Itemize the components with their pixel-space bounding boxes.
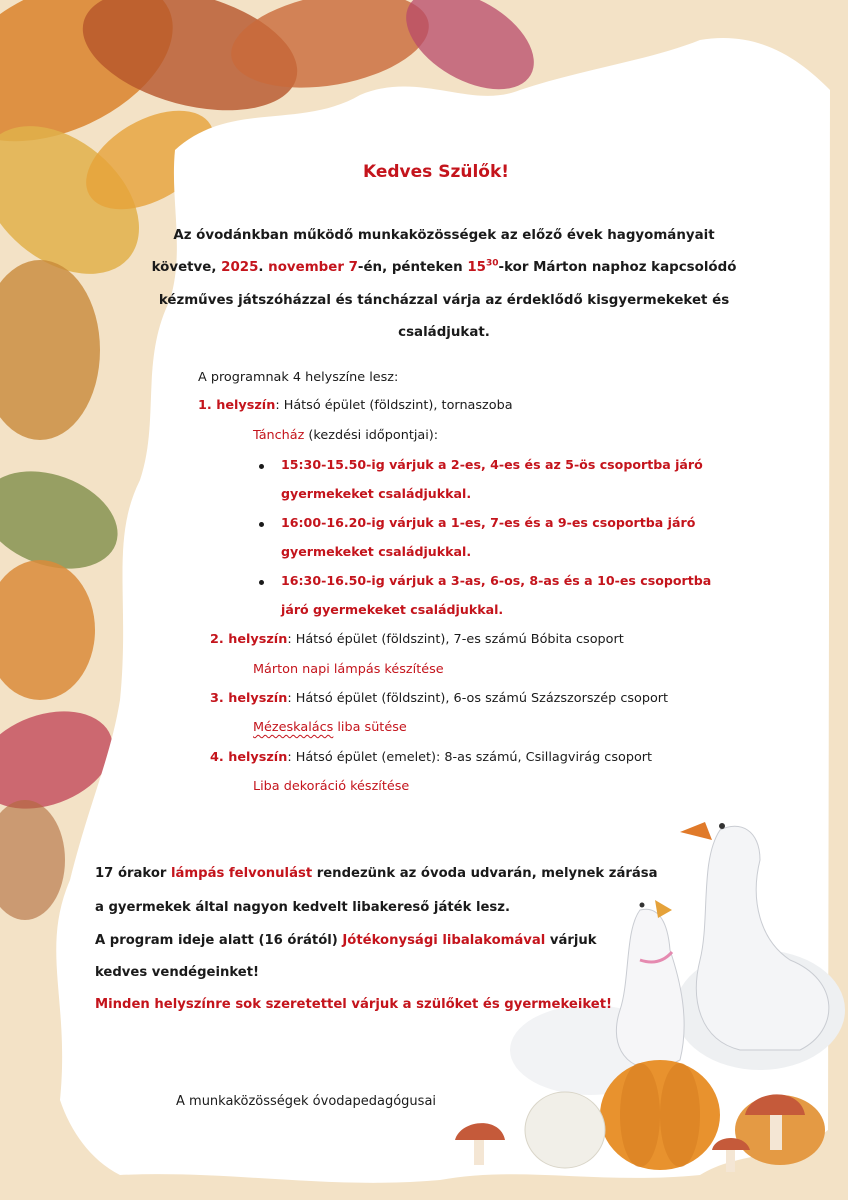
- intro-line-3: kézműves játszóházzal és táncházzal várja az érdeklődő kisgyermekeket és: [158, 293, 730, 308]
- schedule-2-line-1: 16:00-16.20-ig várjuk a 1-es, 7-es és a 9-es csoportba járó: [281, 515, 696, 530]
- schedule-1-line-2: gyermekeket családjukkal.: [281, 486, 472, 501]
- location-2-activity: Márton napi lámpás készítése: [253, 662, 444, 677]
- bullet-icon: [259, 580, 264, 585]
- location-3: 3. helyszín: Hátsó épület (földszint), 6-os számú Százszorszép csoport: [210, 691, 669, 706]
- event-year: 2025: [221, 260, 259, 275]
- location-3-activity: Mézeskalács liba sütése: [253, 720, 407, 735]
- location-1-activity: Táncház (kezdési időpontjai):: [253, 428, 439, 443]
- closing-line-3: A program ideje alatt (16 órától) Jótékonysági libalakomával várjuk: [95, 933, 597, 948]
- schedule-2-line-2: gyermekeket családjukkal.: [281, 544, 472, 559]
- intro-line-1: Az óvodánkban működő munkaközösségek az előző évek hagyományait: [173, 228, 715, 243]
- closing-line-5: Minden helyszínre sok szeretettel várjuk a szülőket és gyermekeiket!: [95, 997, 613, 1012]
- closing-line-1: 17 órakor lámpás felvonulást rendezünk az óvoda udvarán, melynek zárása: [95, 866, 658, 881]
- intro-line-2: követve, 2025. november 7-én, pénteken $15^{30}$-kor Márton naphoz kapcsolódó: [151, 258, 737, 275]
- bullet-icon: [259, 522, 264, 527]
- schedule-1-line-1: 15:30-15.50-ig várjuk a 2-es, 4-es és az 5-ös csoportba járó: [281, 457, 703, 472]
- signature: A munkaközösségek óvodapedagógusai: [176, 1094, 437, 1109]
- location-4: 4. helyszín: Hátsó épület (emelet): 8-as számú, Csillagvirág csoport: [210, 750, 653, 765]
- location-4-activity: Liba dekoráció készítése: [253, 779, 410, 794]
- intro-line-4: családjukat.: [398, 325, 490, 340]
- event-time: $15^{30}$: [467, 258, 499, 275]
- closing-line-4: kedves vendégeinket!: [95, 965, 260, 980]
- event-date: november 7: [268, 260, 358, 275]
- program-intro: A programnak 4 helyszíne lesz:: [198, 370, 399, 385]
- schedule-3-line-2: járó gyermekeket családjukkal.: [281, 602, 504, 617]
- schedule-3-line-1: 16:30-16.50-ig várjuk a 3-as, 6-os, 8-as és a 10-es csoportba: [281, 573, 712, 588]
- closing-line-2: a gyermekek által nagyon kedvelt libakereső játék lesz.: [95, 900, 510, 915]
- location-1: 1. helyszín: Hátsó épület (földszint), tornaszoba: [198, 398, 513, 413]
- bullet-icon: [259, 464, 264, 469]
- letter-title: Kedves Szülők!: [362, 162, 510, 182]
- location-2: 2. helyszín: Hátsó épület (földszint), 7-es számú Bóbita csoport: [210, 632, 624, 647]
